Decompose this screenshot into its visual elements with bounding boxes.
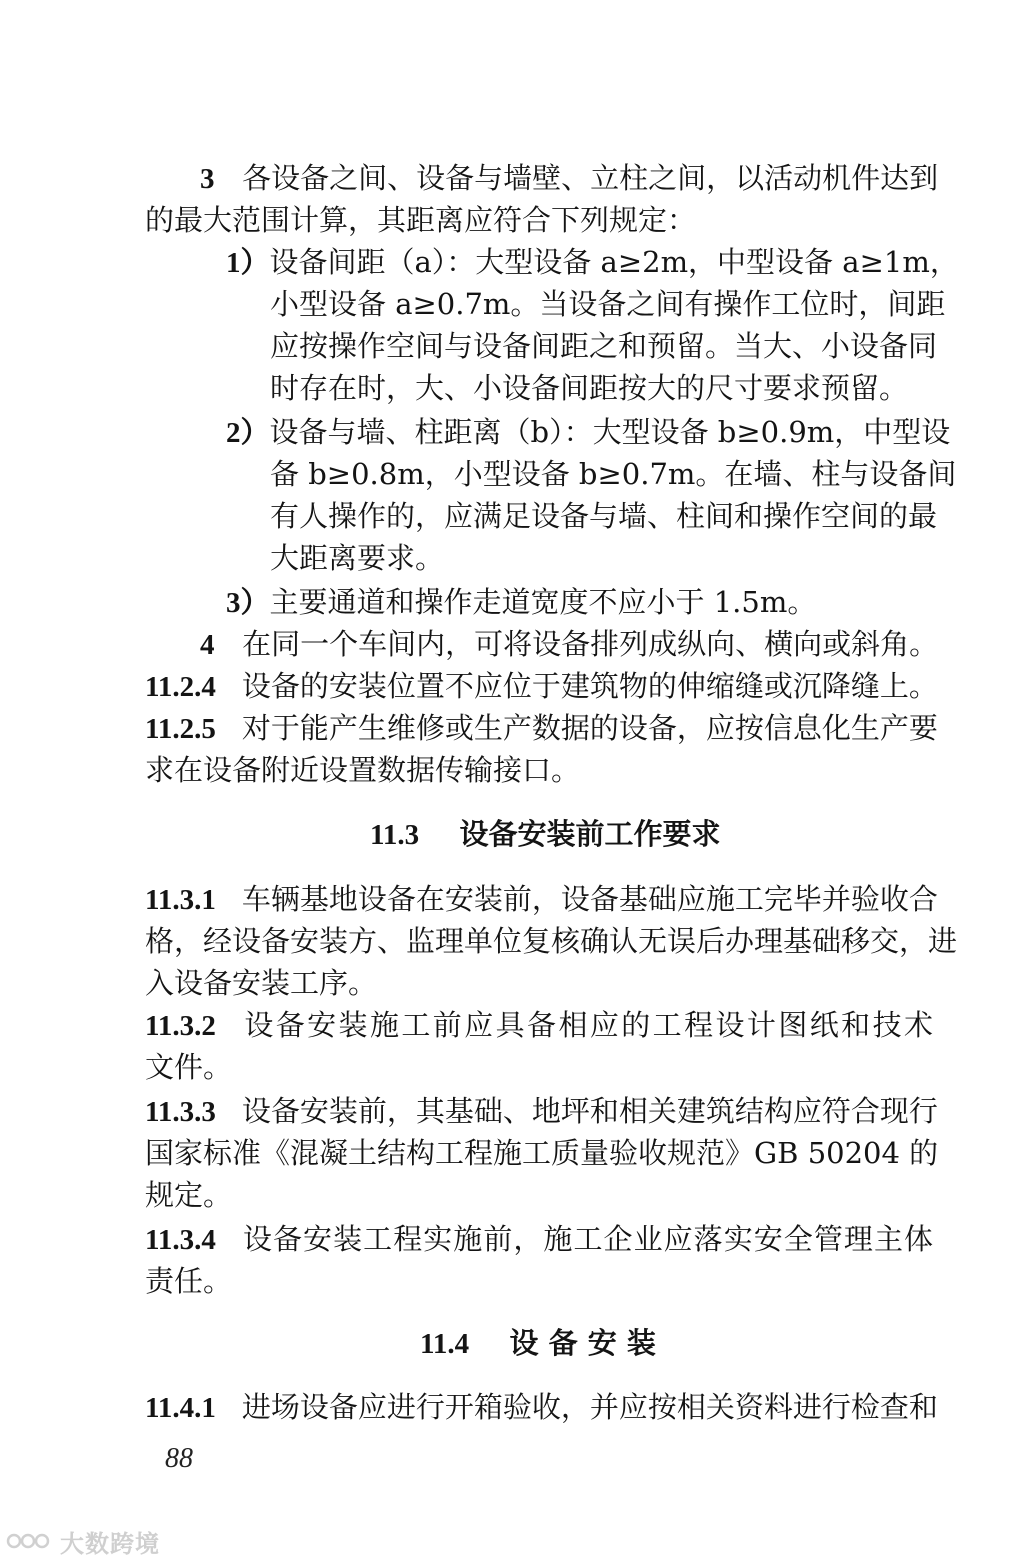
clause-11-3-3-line-3 bbox=[145, 1178, 232, 1212]
clause-number: 11.3.3 bbox=[145, 1096, 216, 1128]
sub-item-2-line-3 bbox=[270, 499, 938, 533]
clause-11-3-2-line-2 bbox=[145, 1050, 232, 1084]
item-text: 求在设备附近设置数据传输接口。 bbox=[145, 753, 581, 787]
item-text: 应按操作空间与设备间距之和预留。当大、小设备同 bbox=[270, 329, 938, 363]
clause-11-2-5-line-1 bbox=[145, 711, 938, 746]
sub-item-1-line-3 bbox=[270, 329, 938, 363]
item-number: 1） bbox=[226, 247, 270, 279]
clause-number: 11.2.4 bbox=[145, 671, 216, 703]
item-number: 3 bbox=[200, 163, 215, 195]
item-text: 国家标准《混凝土结构工程施工质量验收规范》GB 50204 的 bbox=[145, 1136, 939, 1170]
sub-item-1-line-1 bbox=[226, 245, 959, 280]
clause-11-3-1-line-2 bbox=[145, 924, 958, 958]
clause-11-3-3-line-2 bbox=[145, 1136, 939, 1170]
item-text: 设备与墙、柱距离（b）：大型设备 b≥0.9m，中型设 bbox=[269, 415, 951, 449]
item-text: 有人操作的，应满足设备与墙、柱间和操作空间的最 bbox=[270, 499, 938, 533]
item-text: 设备安装前，其基础、地坪和相关建筑结构应符合现行 bbox=[241, 1094, 938, 1128]
item-text: 小型设备 a≥0.7m。当设备之间有操作工位时，间距 bbox=[270, 287, 946, 321]
sub-item-3-line-1 bbox=[226, 585, 816, 620]
item-text: 入设备安装工序。 bbox=[145, 966, 378, 1000]
item-text: 设备的安装位置不应位于建筑物的伸缩缝或沉降缝上。 bbox=[241, 669, 938, 703]
clause-number: 11.4.1 bbox=[145, 1392, 216, 1424]
item-number: 4 bbox=[200, 629, 215, 661]
clause-number: 11.2.5 bbox=[145, 713, 216, 745]
item-text: 设备间距（a）：大型设备 a≥2m，中型设备 a≥1m， bbox=[269, 245, 959, 279]
clause-11-4-1-line-1 bbox=[145, 1390, 938, 1425]
watermark-text: 大数跨境 bbox=[60, 1530, 160, 1558]
clause-4-line-1 bbox=[200, 627, 939, 662]
clause-11-2-4 bbox=[145, 669, 938, 704]
sub-item-2-line-1 bbox=[226, 415, 951, 450]
clause-11-3-1-line-3 bbox=[145, 966, 377, 1000]
item-text: 在同一个车间内，可将设备排列成纵向、横向或斜角。 bbox=[242, 627, 939, 661]
clause-11-3-2-line-1 bbox=[145, 1008, 933, 1043]
section-heading-11-3 bbox=[370, 817, 721, 852]
item-text: 进场设备应进行开箱验收，并应按相关资料进行检查和 bbox=[241, 1390, 938, 1424]
sub-item-2-line-4 bbox=[270, 541, 444, 575]
item-text: 设备安装施工前应具备相应的工程设计图纸和技术 bbox=[241, 1008, 933, 1042]
item-text: 格，经设备安装方、监理单位复核确认无误后办理基础移交，进 bbox=[145, 924, 958, 958]
sub-item-1-line-2 bbox=[270, 287, 946, 321]
sub-item-1-line-4 bbox=[270, 371, 908, 405]
item-text: 规定。 bbox=[145, 1178, 233, 1212]
item-text: 对于能产生维修或生产数据的设备，应按信息化生产要 bbox=[241, 711, 938, 745]
clause-11-3-4-line-1 bbox=[145, 1222, 933, 1257]
item-text: 的最大范围计算，其距离应符合下列规定： bbox=[145, 203, 697, 237]
item-text: 设备安装工程实施前，施工企业应落实安全管理主体 bbox=[241, 1222, 933, 1256]
clause-number: 11.3.2 bbox=[145, 1010, 216, 1042]
section-heading-11-4 bbox=[420, 1326, 656, 1361]
item-text: 大距离要求。 bbox=[270, 541, 445, 575]
clause-number: 11.3.1 bbox=[145, 884, 216, 916]
item-text: 文件。 bbox=[145, 1050, 233, 1084]
item-text: 车辆基地设备在安装前，设备基础应施工完毕并验收合 bbox=[241, 882, 938, 916]
item-text: 责任。 bbox=[145, 1264, 233, 1298]
clause-3-line-2 bbox=[145, 203, 696, 237]
section-number: 11.3 bbox=[370, 819, 420, 851]
page-number: 88 bbox=[165, 1443, 193, 1474]
sub-item-2-line-2 bbox=[270, 457, 957, 491]
clause-11-2-5-line-2 bbox=[145, 753, 580, 787]
section-title: 设 备 安 装 bbox=[509, 1326, 656, 1360]
clause-11-3-4-line-2 bbox=[145, 1264, 232, 1298]
clause-11-3-3-line-1 bbox=[145, 1094, 938, 1129]
item-text: 备 b≥0.8m，小型设备 b≥0.7m。在墙、柱与设备间 bbox=[270, 457, 957, 491]
watermark-logo-icon bbox=[6, 1529, 56, 1553]
item-number: 3） bbox=[226, 587, 270, 619]
item-text: 主要通道和操作走道宽度不应小于 1.5m。 bbox=[269, 585, 817, 619]
item-number: 2） bbox=[226, 417, 270, 449]
clause-3-line-1 bbox=[200, 161, 939, 196]
item-text: 各设备之间、设备与墙壁、立柱之间，以活动机件达到 bbox=[242, 161, 939, 195]
section-number: 11.4 bbox=[420, 1328, 470, 1360]
section-title: 设备安装前工作要求 bbox=[459, 817, 721, 851]
item-text: 时存在时，大、小设备间距按大的尺寸要求预留。 bbox=[270, 371, 909, 405]
clause-number: 11.3.4 bbox=[145, 1224, 216, 1256]
clause-11-3-1-line-1 bbox=[145, 882, 938, 917]
